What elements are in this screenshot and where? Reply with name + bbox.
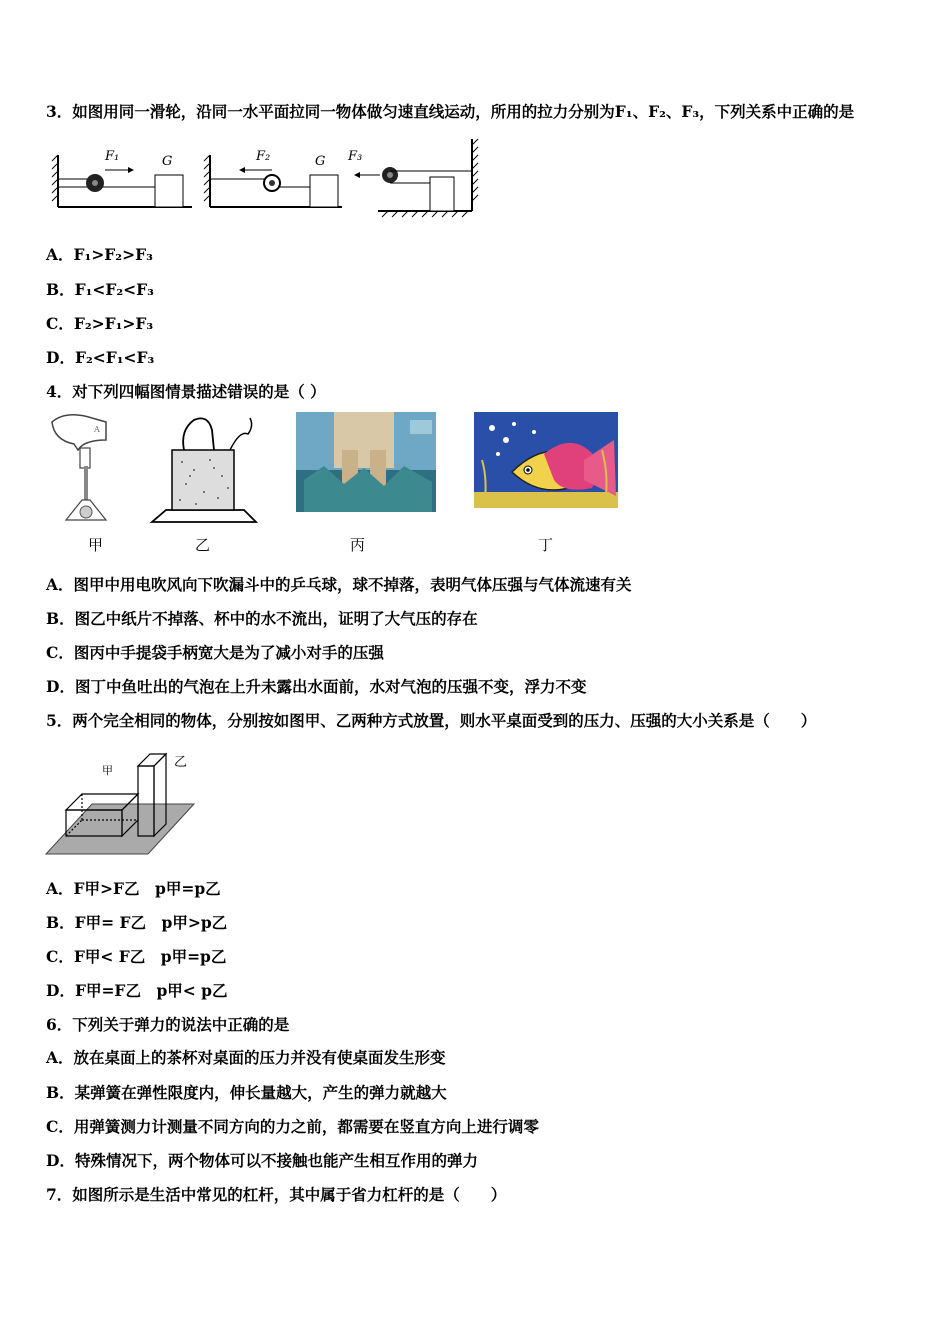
q3-option-d: D．F₂<F₁<F₃: [46, 348, 155, 367]
caption-jia: 甲: [88, 536, 104, 554]
label-f1: F₁: [105, 149, 120, 164]
label-f2: F₂: [256, 149, 271, 164]
pulley-setup-3: [347, 139, 478, 217]
q7-stem: 7．如图所示是生活中常见的杠杆，其中属于省力杠杆的是（ ）: [46, 1185, 507, 1204]
label-g-2: G: [315, 154, 326, 169]
q3-stem: 3．如图用同一滑轮，沿同一水平面拉同一物体做匀速直线运动，所用的拉力分别为F₁、F₂、F₃，下列关系中正确的是: [46, 102, 855, 121]
water-glass-paper-figure: [152, 418, 256, 522]
fish-painting-figure: [474, 412, 618, 508]
q6-option-c: C．用弹簧测力计测量不同方向的力之前，都需要在竖直方向上进行调零: [46, 1117, 539, 1136]
q5-block-figure: [44, 746, 204, 858]
label-f3: F₃: [348, 149, 363, 164]
q4-figures: [44, 410, 624, 532]
q5-option-a: A．F甲>F乙 p甲=p乙: [46, 879, 221, 898]
q5-stem: 5．两个完全相同的物体，分别按如图甲、乙两种方式放置，则水平桌面受到的压力、压强的大小关系是（ ）: [46, 711, 817, 730]
q3-option-a: A．F₁>F₂>F₃: [46, 245, 153, 264]
q3-option-c: C．F₂>F₁>F₃: [46, 314, 154, 333]
q4-option-b: B．图乙中纸片不掉落、杯中的水不流出，证明了大气压的存在: [46, 609, 478, 628]
q4-stem: 4．对下列四幅图情景描述错误的是（ ）: [46, 382, 326, 401]
pulley-setup-2: [204, 149, 342, 207]
caption-bing: 丙: [350, 536, 366, 554]
hair-dryer-funnel-figure: [52, 415, 106, 520]
q6-stem: 6．下列关于弹力的说法中正确的是: [46, 1015, 290, 1034]
q4-option-d: D．图丁中鱼吐出的气泡在上升未露出水面前，水对气泡的压强不变，浮力不变: [46, 677, 587, 696]
svg-text:A: A: [94, 425, 100, 434]
caption-yi: 乙: [195, 536, 211, 554]
q5-option-c: C．F甲< F乙 p甲=p乙: [46, 947, 227, 966]
q6-option-d: D．特殊情况下，两个物体可以不接触也能产生相互作用的弹力: [46, 1151, 478, 1170]
q5-option-b: B．F甲= F乙 p甲>p乙: [46, 913, 228, 932]
label-jia: 甲: [102, 764, 113, 777]
pulley-setup-1: [52, 149, 192, 207]
q3-pulley-figure: [50, 135, 500, 221]
q6-option-b: B．某弹簧在弹性限度内，伸长量越大，产生的弹力就越大: [46, 1083, 447, 1102]
label-g-1: G: [162, 154, 173, 169]
caption-ding: 丁: [538, 536, 554, 554]
q4-option-c: C．图丙中手提袋手柄宽大是为了减小对手的压强: [46, 643, 384, 662]
q6-option-a: A．放在桌面上的茶杯对桌面的压力并没有使桌面发生形变: [46, 1048, 446, 1067]
shopping-bag-figure: [296, 412, 436, 512]
label-yi: 乙: [174, 755, 188, 770]
q5-option-d: D．F甲=F乙 p甲< p乙: [46, 981, 228, 1000]
q3-option-b: B．F₁<F₂<F₃: [46, 280, 154, 299]
q4-option-a: A．图甲中用电吹风向下吹漏斗中的乒乓球，球不掉落，表明气体压强与气体流速有关: [46, 575, 632, 594]
